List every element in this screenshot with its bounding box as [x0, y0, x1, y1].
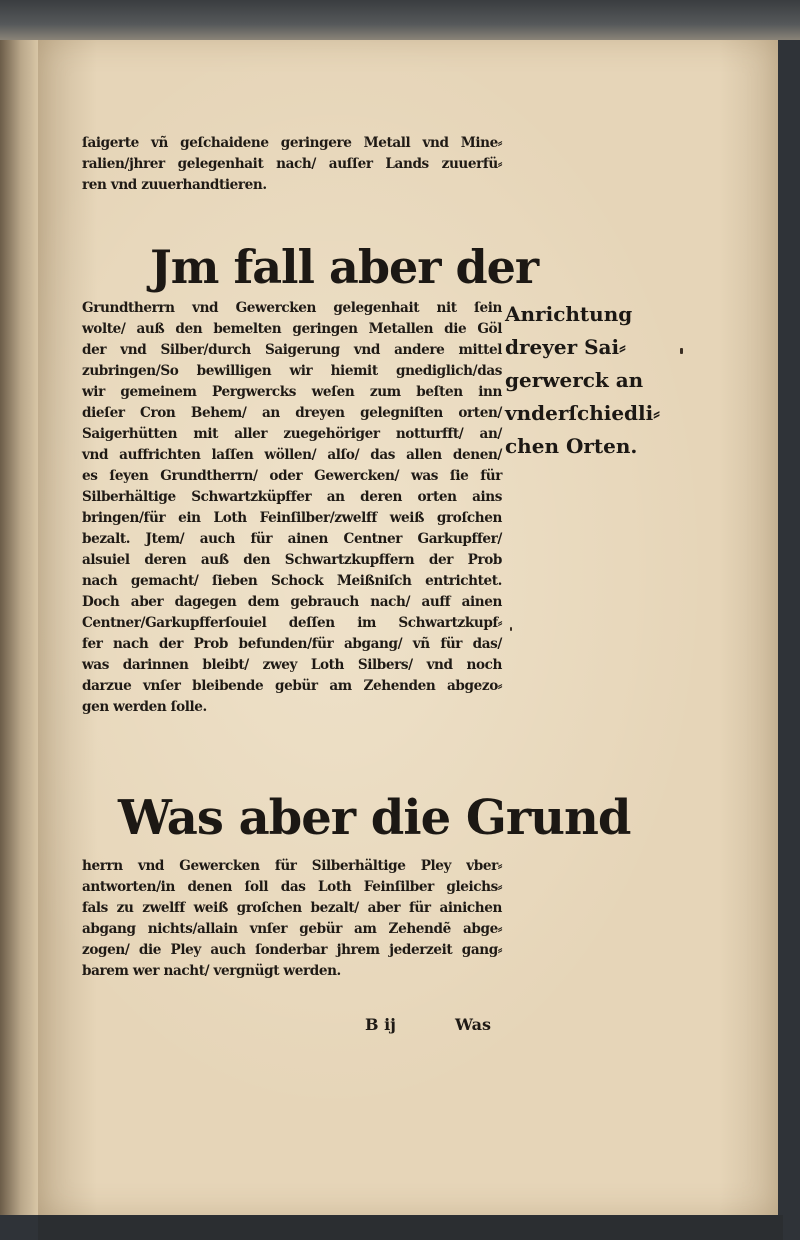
text-line: zubringen/So bewilligen wir hiemit gnediglich/das [82, 363, 502, 379]
paragraph-3 [82, 856, 502, 982]
catchword: Was [455, 1015, 491, 1034]
text-line: abgang nichts/allain vnſer gebür am Zehendẽ abge⸗ [82, 921, 502, 937]
text-line: ralien/jhrer gelegenhait nach/ auſſer Lands zuuerfü⸗ [82, 156, 502, 172]
text-line: gen werden ſolle. [82, 699, 207, 715]
text-line: ſaigerte vñ geſchaidene geringere Metall vnd Mine⸗ [82, 135, 502, 151]
section-heading-1: Jm fall aber der [150, 240, 539, 294]
text-line: nach gemacht/ ſieben Schock Meißniſch entrichtet. [82, 573, 502, 589]
text-line: bezalt. Jtem/ auch für ainen Centner Garkupffer/ [82, 531, 502, 547]
text-line: was darinnen bleibt/ zwey Loth Silbers/ vnd noch [82, 657, 502, 673]
text-line: wolte/ auß den bemelten geringen Metallen die Göl [82, 321, 502, 337]
text-line: Silberhältige Schwartzküpffer an deren orten ains [82, 489, 502, 505]
paragraph-1 [82, 133, 502, 196]
text-line: wir gemeinem Pergwercks weſen zum beſten inn [82, 384, 502, 400]
text-line: vnd auffrichten laſſen wöllen/ alſo/ das allen denen/ [82, 447, 502, 463]
text-line: Centner/Garkupfferſouiel deſſen im Schwartzkupf⸗ [82, 615, 502, 631]
text-line: alsuiel deren auß den Schwartzkupffern der Prob [82, 552, 502, 568]
text-line: ren vnd zuuerhandtieren. [82, 177, 267, 193]
margin-note-line: Anrichtung [505, 302, 633, 326]
section-heading-2: Was aber die Grund [118, 790, 631, 846]
ink-speck [510, 627, 512, 631]
book-binding [0, 40, 39, 1215]
text-line: Grundtherrn vnd Gewercken gelegenhait nit ſein [82, 300, 502, 316]
margin-note-line: vnderſchiedli⸗ [505, 401, 660, 425]
text-line: darzue vnſer bleibende gebür am Zehenden abgezo⸗ [82, 678, 502, 694]
text-line: dieſer Cron Behem/ an dreyen gelegniſten orten/ [82, 405, 502, 421]
margin-note-line: chen Orten. [505, 434, 638, 458]
text-line: es ſeyen Grundtherrn/ oder Gewercken/ was ſie für [82, 468, 502, 484]
text-line: herrn vnd Gewercken für Silberhältige Pley vber⸗ [82, 858, 502, 874]
book-top-edge [0, 0, 800, 40]
margin-note [505, 298, 660, 463]
text-line: barem wer nacht/ vergnügt werden. [82, 963, 341, 979]
page-bottom-shadow [38, 1215, 783, 1240]
text-line: fer nach der Prob befunden/für abgang/ vñ für das/ [82, 636, 502, 652]
text-line: antworten/in denen ſoll das Loth Feinſilber gleichs⸗ [82, 879, 502, 895]
signature-mark: B ij [365, 1015, 396, 1034]
ink-speck [680, 348, 683, 354]
text-line: Doch aber dagegen dem gebrauch nach/ auff ainen [82, 594, 502, 610]
margin-note-line: dreyer Sai⸗ [505, 335, 626, 359]
margin-note-line: gerwerck an [505, 368, 644, 392]
text-line: fals zu zwelff weiß groſchen bezalt/ aber für ainichen [82, 900, 502, 916]
text-line: zogen/ die Pley auch ſonderbar jhrem jederzeit gang⸗ [82, 942, 502, 958]
paragraph-2 [82, 298, 502, 718]
text-line: der vnd Silber/durch Saigerung vnd andere mittel [82, 342, 502, 358]
text-line: bringen/für ein Loth Feinſilber/zwelff weiß groſchen [82, 510, 502, 526]
text-line: Saigerhütten mit aller zuegehöriger notturfft/ an/ [82, 426, 502, 442]
